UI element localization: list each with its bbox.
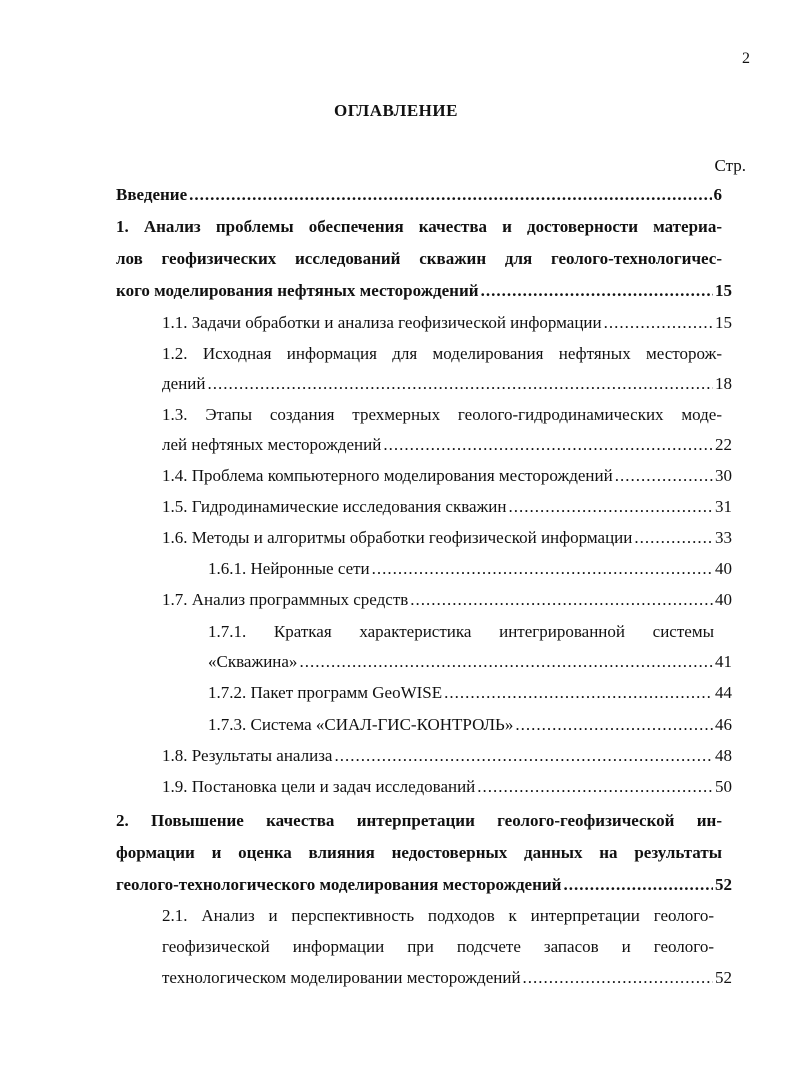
toc-entry-title: 1.7. Анализ программных средств xyxy=(162,590,409,609)
toc-entry-1-2-line-1[interactable]: 1.2. Исходная информация для моделирования нефтяных месторож- xyxy=(162,344,722,363)
toc-entry-title: Введение xyxy=(116,185,188,204)
toc-entry-1-7-2[interactable] xyxy=(208,681,732,705)
toc-entry-title: 1.7.2. Пакет программ GeoWISE xyxy=(208,683,443,702)
dot-leader xyxy=(477,775,713,799)
toc-entry-1-2-line-2[interactable] xyxy=(162,372,732,396)
toc-entry-page: 40 xyxy=(715,559,732,578)
toc-entry-2-1-line-3[interactable] xyxy=(162,966,732,990)
toc-entry-title: технологическом моделировании месторождений xyxy=(162,968,521,987)
dot-leader xyxy=(189,183,711,207)
toc-entry-page: 40 xyxy=(715,590,732,609)
toc-entry-page: 15 xyxy=(715,281,732,300)
dot-leader xyxy=(509,495,714,519)
toc-entry-1-6[interactable] xyxy=(162,526,732,550)
dot-leader xyxy=(481,279,713,303)
dot-leader xyxy=(208,372,714,396)
toc-entry-title: 1.5. Гидродинамические исследования скважин xyxy=(162,497,507,516)
dot-leader xyxy=(604,311,713,335)
dot-leader xyxy=(615,464,713,488)
toc-entry-1-3-line-2[interactable] xyxy=(162,433,732,457)
dot-leader xyxy=(383,433,713,457)
toc-entry-page: 6 xyxy=(713,185,722,204)
toc-entry-page: 30 xyxy=(715,466,732,485)
toc-entry-page: 41 xyxy=(715,652,732,671)
toc-entry-page: 22 xyxy=(715,435,732,454)
toc-entry-title: кого моделирования нефтяных месторождений xyxy=(116,281,479,300)
toc-entry-title: 1.6.1. Нейронные сети xyxy=(208,559,370,578)
toc-entry-title: 1.8. Результаты анализа xyxy=(162,746,333,765)
dot-leader xyxy=(523,966,713,990)
page-title: ОГЛАВЛЕНИЕ xyxy=(334,101,458,120)
toc-entry-1-7-3[interactable] xyxy=(208,713,732,737)
dot-leader xyxy=(563,873,713,897)
dot-leader xyxy=(334,744,713,768)
toc-chapter-1-line-2[interactable]: лов геофизических исследований скважин для геолого-технологичес- xyxy=(116,249,722,268)
toc-entry-title: 1.7.3. Система «СИАЛ-ГИС-КОНТРОЛЬ» xyxy=(208,715,514,734)
toc-entry-page: 52 xyxy=(715,968,732,987)
dot-leader xyxy=(299,650,713,674)
toc-chapter-1-line-3[interactable] xyxy=(116,279,732,303)
toc-entry-1-6-1[interactable] xyxy=(208,557,732,581)
toc-entry-page: 48 xyxy=(715,746,732,765)
toc-entry-page: 44 xyxy=(715,683,732,702)
page-column-label: Стр. xyxy=(714,156,746,175)
toc-chapter-2-line-1[interactable]: 2. Повышение качества интерпретации геолого-геофизической ин- xyxy=(116,811,722,830)
dot-leader xyxy=(410,588,713,612)
dot-leader xyxy=(372,557,713,581)
toc-entry-1-5[interactable] xyxy=(162,495,732,519)
toc-entry-1-7-1-line-2[interactable] xyxy=(208,650,732,674)
toc-entry-1-8[interactable] xyxy=(162,744,732,768)
dot-leader xyxy=(515,713,713,737)
toc-entry-page: 31 xyxy=(715,497,732,516)
dot-leader xyxy=(634,526,713,550)
toc-entry-2-1-line-1[interactable]: 2.1. Анализ и перспективность подходов к интерпретации геолого- xyxy=(162,906,714,925)
toc-entry-1-7[interactable] xyxy=(162,588,732,612)
toc-entry-title: 1.9. Постановка цели и задач исследований xyxy=(162,777,476,796)
toc-entry-page: 52 xyxy=(715,875,732,894)
toc-chapter-2-line-3[interactable] xyxy=(116,873,732,897)
toc-entry-1-7-1-line-1[interactable]: 1.7.1. Краткая характеристика интегрированной системы xyxy=(208,622,714,641)
dot-leader xyxy=(444,681,713,705)
toc-chapter-1-line-1[interactable]: 1. Анализ проблемы обеспечения качества и достоверности материа- xyxy=(116,217,722,236)
toc-entry-title: геолого-технологического моделирования месторождений xyxy=(116,875,562,894)
toc-entry-title: дений xyxy=(162,374,206,393)
toc-entry-page: 15 xyxy=(715,313,732,332)
page-number: 2 xyxy=(742,50,750,67)
toc-entry-introduction[interactable] xyxy=(116,183,722,207)
toc-entry-page: 18 xyxy=(715,374,732,393)
toc-entry-2-1-line-2[interactable]: геофизической информации при подсчете запасов и геолого- xyxy=(162,937,714,956)
toc-entry-1-1[interactable] xyxy=(162,311,732,335)
toc-entry-title: 1.6. Методы и алгоритмы обработки геофизической информации xyxy=(162,528,633,547)
toc-entry-1-4[interactable] xyxy=(162,464,732,488)
toc-entry-title: «Скважина» xyxy=(208,652,298,671)
toc-entry-1-9[interactable] xyxy=(162,775,732,799)
toc-entry-page: 50 xyxy=(715,777,732,796)
toc-entry-1-3-line-1[interactable]: 1.3. Этапы создания трехмерных геолого-гидродинамических моде- xyxy=(162,405,722,424)
toc-entry-title: 1.1. Задачи обработки и анализа геофизической информации xyxy=(162,313,602,332)
toc-entry-page: 46 xyxy=(715,715,732,734)
toc-entry-title: 1.4. Проблема компьютерного моделирования месторождений xyxy=(162,466,613,485)
toc-chapter-2-line-2[interactable]: формации и оценка влияния недостоверных данных на результаты xyxy=(116,843,722,862)
toc-entry-page: 33 xyxy=(715,528,732,547)
toc-entry-title: лей нефтяных месторождений xyxy=(162,435,382,454)
